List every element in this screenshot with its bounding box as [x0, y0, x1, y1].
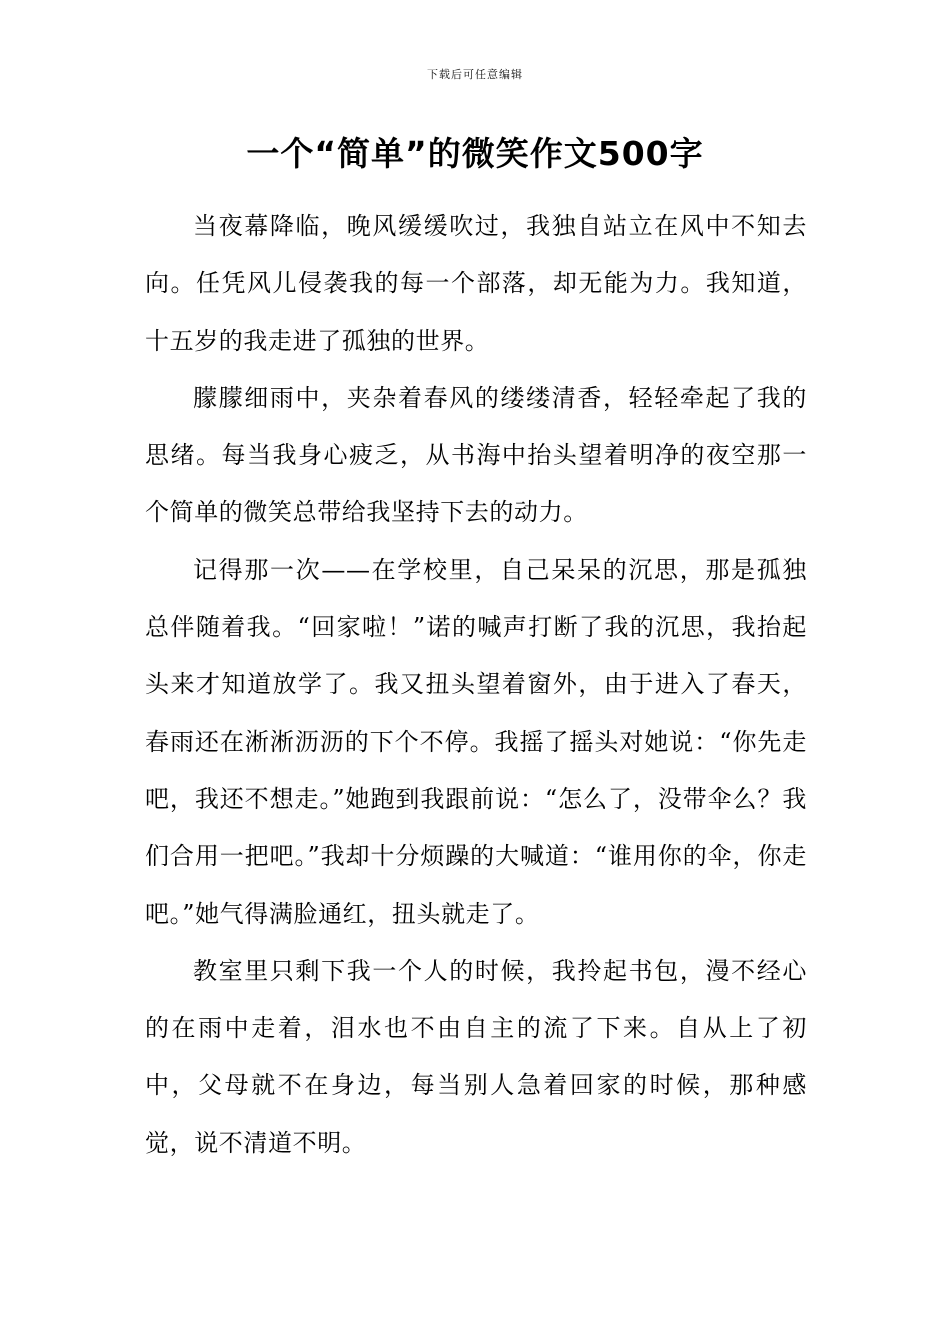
paragraph-3: 记得那一次——在学校里，自己呆呆的沉思，那是孤独总伴随着我。“回家啦！”诺的喊声打断了我的沉思，我抬起头来才知道放学了。我又扭头望着窗外，由于进入了春天，春雨还在淅淅沥沥的下个不停。我摇了摇头对她说：“你先走吧，我还不想走。”她跑到我跟前说：“怎么了，没带伞么？我们合用一把吧。”我却十分烦躁的大喊道：“谁用你的伞，你走吧。”她气得满脸通红，扭头就走了。 — [145, 555, 807, 928]
paragraph-4: 教室里只剩下我一个人的时候，我拎起书包，漫不经心的在雨中走着，泪水也不由自主的流了下来。自从上了初中，父母就不在身边，每当别人急着回家的时候，那种感觉，说不清道不明。 — [145, 956, 807, 1157]
document-title: 一个“简单”的微笑作文500字 — [246, 134, 704, 173]
paragraph-1: 当夜幕降临，晚风缓缓吹过，我独自站立在风中不知去向。任凭风儿侵袭我的每一个部落，却无能为力。我知道，十五岁的我走进了孤独的世界。 — [145, 212, 807, 355]
document-body — [145, 198, 807, 1172]
header-note: 下载后可任意编辑 — [427, 68, 523, 81]
paragraph-2: 朦朦细雨中，夹杂着春风的缕缕清香，轻轻牵起了我的思绪。每当我身心疲乏，从书海中抬头望着明净的夜空那一个简单的微笑总带给我坚持下去的动力。 — [145, 383, 807, 527]
